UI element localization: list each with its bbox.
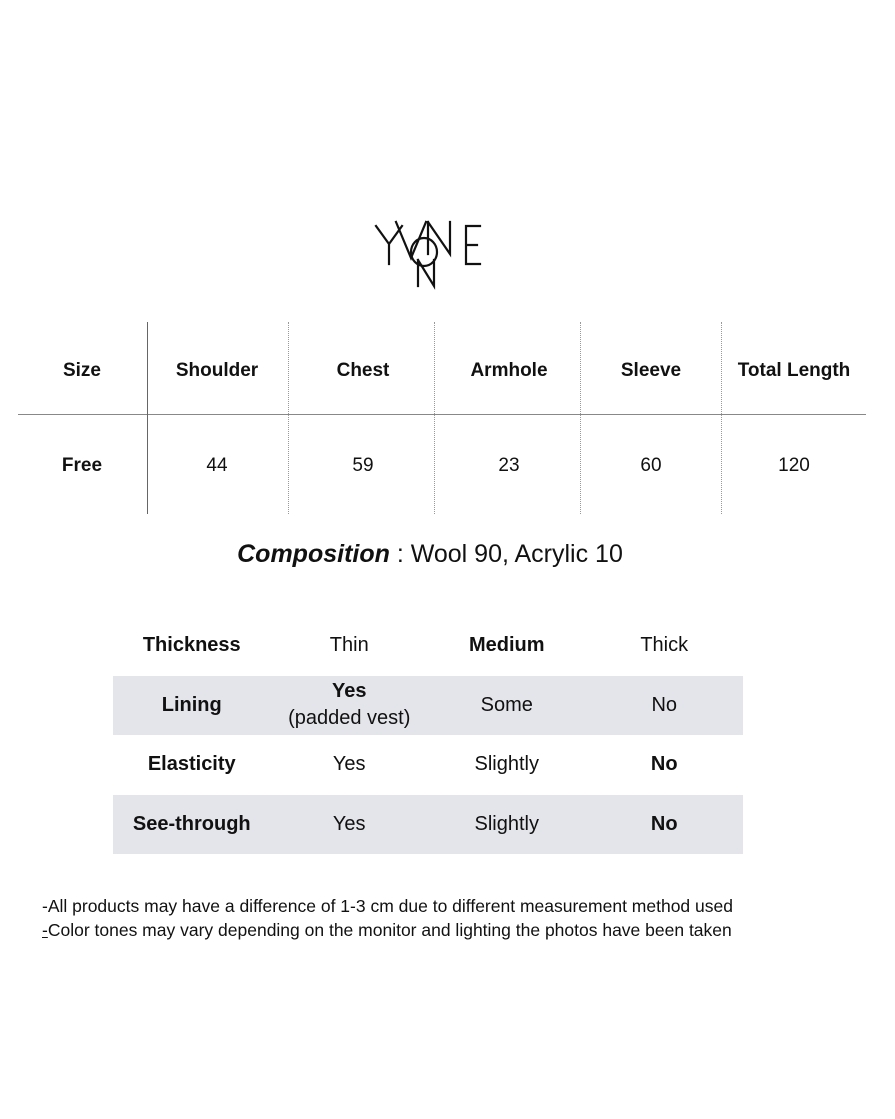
option-thick: Thick	[640, 634, 689, 657]
value-total-length: 120	[778, 455, 810, 476]
option-yes-label: Yes	[332, 680, 367, 703]
option-no-selected: No	[650, 812, 678, 835]
header-armhole: Armhole	[470, 360, 548, 381]
option-yes: Yes	[332, 753, 366, 776]
note-measurement: -All products may have a difference of 1-3 cm due to different measurement method used	[42, 896, 733, 916]
header-chest: Chest	[336, 360, 390, 381]
header-shoulder: Shoulder	[175, 360, 259, 381]
value-sleeve: 60	[640, 455, 662, 476]
header-size: Size	[62, 360, 102, 381]
yvonne-logo-mark	[368, 214, 492, 292]
attribute-label: Thickness	[142, 634, 241, 657]
option-yes-selected	[271, 676, 429, 736]
note-color	[42, 918, 862, 942]
value-chest: 59	[352, 455, 374, 476]
brand-logo	[368, 214, 492, 292]
column-divider	[434, 322, 435, 514]
option-slightly: Slightly	[474, 753, 539, 776]
option-no-selected: No	[650, 753, 678, 776]
header-total-length: Total Length	[737, 360, 851, 381]
attribute-label: See-through	[132, 812, 251, 835]
fabric-attributes-table	[113, 616, 743, 854]
composition-value: Wool 90, Acrylic 10	[410, 540, 623, 568]
size-column-divider	[147, 322, 148, 514]
composition-separator: :	[389, 540, 411, 568]
attribute-label: Lining	[161, 693, 222, 716]
disclaimer-notes	[42, 894, 862, 942]
column-divider	[288, 322, 289, 514]
option-some: Some	[480, 693, 533, 716]
option-slightly: Slightly	[474, 812, 539, 835]
note-color-dash: -	[42, 920, 48, 940]
option-yes-note: (padded vest)	[288, 707, 411, 730]
attribute-label: Elasticity	[147, 753, 236, 776]
header-divider	[18, 414, 866, 415]
column-divider	[721, 322, 722, 514]
option-medium-selected: Medium	[468, 634, 545, 657]
attribute-row-see-through	[113, 795, 743, 855]
option-thin: Thin	[329, 634, 369, 657]
attribute-row-lining	[113, 676, 743, 736]
composition-label: Composition	[237, 540, 390, 568]
composition-line	[0, 536, 860, 572]
value-size: Free	[61, 455, 103, 476]
value-armhole: 23	[498, 455, 520, 476]
option-no: No	[651, 693, 678, 716]
header-sleeve: Sleeve	[620, 360, 682, 381]
attribute-row-elasticity	[113, 735, 743, 795]
column-divider	[580, 322, 581, 514]
note-color-text: Color tones may vary depending on the monitor and lighting the photos have been taken	[47, 920, 732, 940]
value-shoulder: 44	[206, 455, 228, 476]
attribute-row-thickness	[113, 616, 743, 676]
option-yes: Yes	[332, 812, 366, 835]
size-table	[18, 322, 866, 514]
